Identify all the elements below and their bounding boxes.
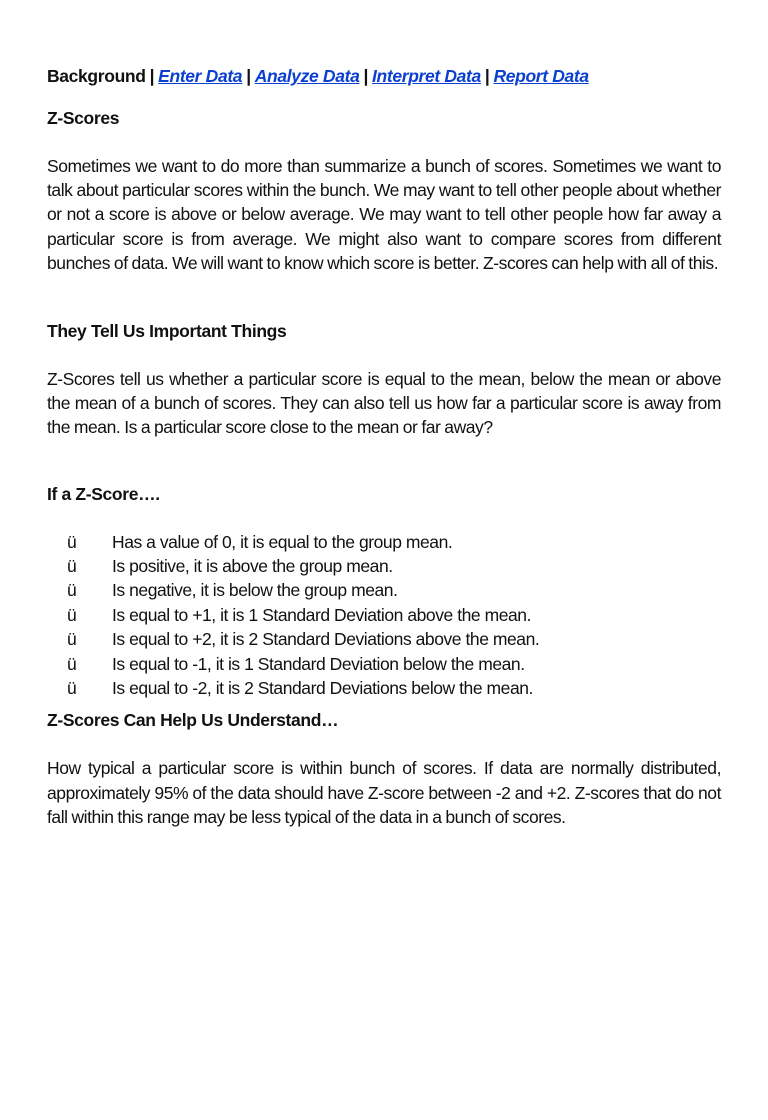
- list-item-text: Has a value of 0, it is equal to the group mean.: [112, 531, 453, 552]
- list-item-text: Is equal to -2, it is 2 Standard Deviations below the mean.: [112, 678, 533, 699]
- list-item-text: Is negative, it is below the group mean.: [112, 580, 398, 601]
- heading-if-a-z-score: If a Z-Score….: [47, 483, 160, 504]
- list-item-text: Is equal to +2, it is 2 Standard Deviations above the mean.: [112, 629, 540, 650]
- list-item-text: Is equal to -1, it is 1 Standard Deviation below the mean.: [112, 653, 525, 674]
- nav-separator: |: [363, 66, 369, 86]
- list-item: [47, 652, 721, 676]
- heading-important-things: They Tell Us Important Things: [47, 321, 287, 342]
- list-item: [47, 676, 721, 700]
- nav-link-interpret-data[interactable]: Interpret Data: [372, 66, 481, 86]
- list-item-text: Is positive, it is above the group mean.: [112, 556, 393, 577]
- nav-link-report-data[interactable]: Report Data: [493, 66, 589, 86]
- checkmark-bullet-icon: ü: [67, 604, 77, 625]
- list-item: [47, 578, 721, 602]
- nav-link-analyze-data[interactable]: Analyze Data: [254, 66, 360, 86]
- heading-help-us-understand: Z-Scores Can Help Us Understand…: [47, 710, 339, 731]
- list-item: [47, 554, 721, 578]
- paragraph-important-things: Z-Scores tell us whether a particular score is equal to the mean, below the mean or above the mean of a bunch of scores. They can also tell us how far a particular score is away from the mean. Is a particular score close to the mean or far away?: [47, 369, 721, 438]
- list-item-text: Is equal to +1, it is 1 Standard Deviation above the mean.: [112, 604, 531, 625]
- document-page: [47, 64, 721, 829]
- z-score-bullet-list: [47, 530, 721, 701]
- heading-z-scores: Z-Scores: [47, 108, 120, 128]
- checkmark-bullet-icon: ü: [67, 556, 77, 577]
- checkmark-bullet-icon: ü: [67, 629, 77, 650]
- nav-link-enter-data[interactable]: Enter Data: [158, 66, 243, 86]
- nav-separator: |: [246, 66, 251, 86]
- checkmark-bullet-icon: ü: [67, 580, 77, 601]
- list-item: [47, 603, 721, 627]
- checkmark-bullet-icon: ü: [67, 531, 77, 552]
- checkmark-bullet-icon: ü: [67, 653, 77, 674]
- nav-separator: |: [484, 66, 490, 86]
- checkmark-bullet-icon: ü: [67, 678, 77, 699]
- list-item: [47, 530, 721, 554]
- paragraph-help-us-understand: How typical a particular score is within bunch of scores. If data are normally distributed, approximately 95% of the data should have Z-score between -2 and +2. Z-scores that do not fall within this range may be less typical of the data in a bunch of scores.: [47, 758, 721, 827]
- nav-breadcrumb: [47, 64, 721, 88]
- nav-background: Background: [47, 66, 146, 86]
- nav-separator: |: [149, 66, 155, 86]
- list-item: [47, 627, 721, 651]
- paragraph-z-scores-intro: Sometimes we want to do more than summarize a bunch of scores. Sometimes we want to talk about particular scores within the bunch. We may want to tell other people about whether or not a score is above or below average. We may want to tell other people how far away a particular score is from average. We might also want to compare scores from different bunches of data. We will want to know which score is better. Z-scores can help with all of this.: [47, 156, 721, 273]
